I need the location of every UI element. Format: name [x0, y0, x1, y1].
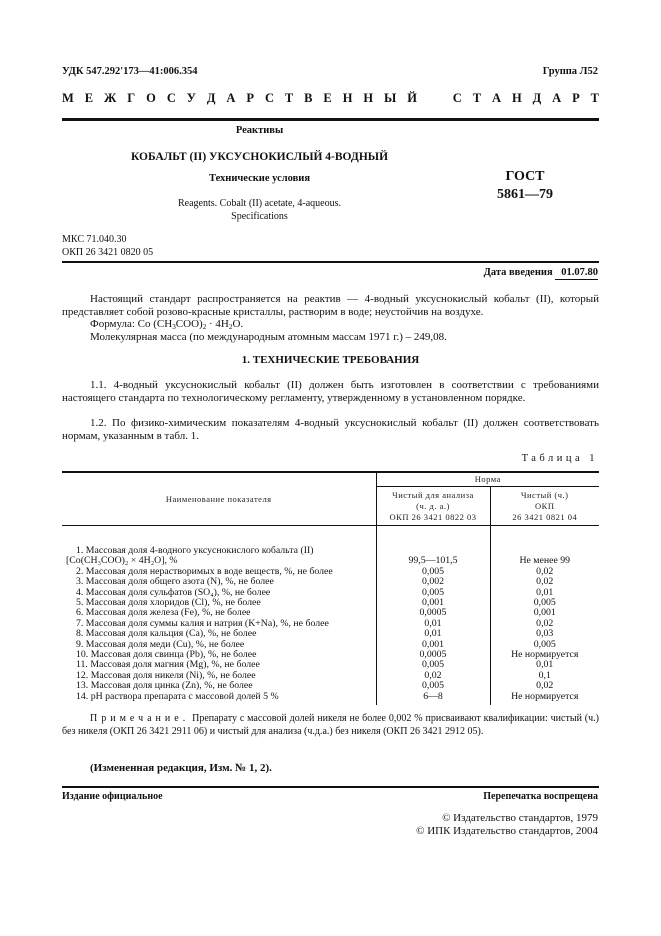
- copyright-2004: © ИПК Издательство стандартов, 2004: [416, 825, 598, 837]
- row-value-cda: 0,005: [376, 660, 490, 670]
- row-name: 13. Массовая доля цинка (Zn), %, не более: [76, 680, 253, 692]
- banner-letter: Е: [84, 91, 94, 105]
- formula-part: COO): [175, 318, 203, 330]
- banner-letter: Р: [572, 91, 580, 105]
- row-name-line: 1. Массовая доля 4-водного уксуснокислого кобальта (II): [76, 545, 314, 556]
- row-value-cda: 0,005: [376, 588, 490, 598]
- gost-designation: [470, 168, 580, 203]
- row-value-cda: 0,02: [376, 671, 490, 681]
- formula-part: Формула: Co (CH: [90, 318, 173, 330]
- amendment-note: (Измененная редакция, Изм. № 1, 2).: [90, 762, 272, 774]
- row-name: 12. Массовая доля никеля (Ni), %, не более: [76, 669, 256, 681]
- row-name: 11. Массовая доля магния (Mg), %, не более: [76, 659, 260, 671]
- banner-letter: А: [226, 91, 236, 105]
- banner-letter: А: [492, 91, 502, 105]
- row-value-ch: 0,01: [490, 588, 599, 598]
- banner-letter: С: [166, 91, 176, 105]
- table-row: [62, 692, 599, 705]
- row-name-line: [Co(CH₃COO)₂ × 4H₂O], %: [66, 555, 178, 567]
- row-value-cda: 0,001: [376, 640, 490, 650]
- formula-part: O.: [232, 318, 244, 330]
- specifications-table: [62, 471, 599, 705]
- section-heading: 1. ТЕХНИЧЕСКИЕ ТРЕБОВАНИЯ: [241, 354, 420, 366]
- header-line: ОКП 26 3421 0822 03: [389, 512, 477, 522]
- table-note: [62, 712, 599, 738]
- copyright-1979: © Издательство стандартов, 1979: [442, 812, 598, 824]
- english-title-line2: Specifications: [231, 210, 288, 222]
- banner-letter: С: [452, 91, 462, 105]
- header-line: (ч. д. а.): [416, 501, 450, 511]
- table-row: [62, 526, 599, 567]
- note-label: Примечание.: [90, 713, 190, 724]
- intro-date-label: Дата введения: [483, 267, 553, 278]
- row-name: 8. Массовая доля кальция (Ca), %, не более: [76, 628, 257, 640]
- row-value-ch: 0,005: [490, 598, 599, 608]
- row-value-cda: 0,0005: [376, 608, 490, 618]
- row-name: 4. Массовая доля сульфатов (SO₄), %, не более: [76, 586, 271, 598]
- group-code: Группа Л52: [542, 66, 598, 77]
- row-value-cda: 0,0005: [376, 650, 490, 660]
- formula-line: [90, 318, 599, 331]
- table-caption: Таблица 1: [521, 453, 598, 464]
- row-value-ch: Не менее 99: [490, 526, 599, 567]
- title-divider: [62, 261, 599, 263]
- row-value-ch: 0,03: [490, 629, 599, 639]
- banner-letter: Ы: [384, 91, 397, 105]
- header-line: 26 3421 0821 04: [512, 512, 578, 522]
- banner-letter: Н: [511, 91, 522, 105]
- banner-letter: Т: [590, 91, 599, 105]
- molar-mass-line: Молекулярная масса (по международным атомным массам 1971 г.) – 249,08.: [90, 331, 447, 343]
- formula-sub: 2: [228, 323, 233, 331]
- row-value-ch: 0,005: [490, 640, 599, 650]
- row-name: [62, 526, 376, 567]
- banner-letter: А: [552, 91, 562, 105]
- gost-number: 5861—79: [497, 186, 553, 202]
- banner-letter: Й: [407, 91, 417, 105]
- footer-divider: [62, 786, 599, 788]
- mks-code: МКС 71.040.30: [62, 234, 127, 245]
- header-line: Чистый для анализа: [392, 490, 474, 500]
- row-name: 3. Массовая доля общего азота (N), %, не более: [76, 576, 274, 588]
- row-name: 6. Массовая доля железа (Fe), %, не более: [76, 607, 251, 619]
- column-header-cda: [376, 487, 490, 526]
- row-value-ch: 0,1: [490, 671, 599, 681]
- banner-letter: Н: [363, 91, 374, 105]
- banner-letter: Д: [532, 91, 542, 105]
- document-title: КОБАЛЬТ (II) УКСУСНОКИСЛЫЙ 4-ВОДНЫЙ: [130, 151, 389, 163]
- banner-letter: У: [186, 91, 196, 105]
- banner-letter: Д: [206, 91, 216, 105]
- row-value-ch: Не нормируется: [490, 650, 599, 660]
- row-value-cda: 0,001: [376, 598, 490, 608]
- row-name: 9. Массовая доля меди (Cu), %, не более: [76, 638, 245, 650]
- english-title-line1: Reagents. Cobalt (II) acetate, 4-aqueous.: [178, 198, 341, 209]
- formula-part: · 4H: [206, 318, 229, 330]
- banner-letter: Р: [246, 91, 255, 105]
- note-text: Препарату с массовой долей никеля не более 0,002 % присваивают квалификации: чистый (ч.) без никеля (ОКП 26 3421 2911 06) и чистый для анализа (ч.д.а.) без никеля (ОКП 26 3421 2912 05).: [62, 713, 599, 737]
- row-value-ch: 0,01: [490, 660, 599, 670]
- banner-letter: В: [304, 91, 313, 105]
- clause-1-1: 1.1. 4-водный уксуснокислый кобальт (II) должен быть изготовлен в соответствии с требованиями настоящего стандарта по технологическому регламенту, утвержденному в установленном порядке.: [62, 379, 599, 404]
- intro-paragraph: Настоящий стандарт распространяется на реактив — 4-водный уксуснокислый кобальт (II), который представляет собой розово-красные кристаллы, растворим в воде; неустойчив на воздухе.: [62, 293, 599, 318]
- row-value-cda: 0,01: [376, 619, 490, 629]
- row-value-ch: 0,001: [490, 608, 599, 618]
- formula-sub: 3: [172, 323, 176, 331]
- banner-letter: Ж: [104, 91, 117, 105]
- row-name: 2. Массовая доля нерастворимых в воде веществ, %, не более: [76, 565, 333, 577]
- row-value-cda: 0,005: [376, 567, 490, 577]
- banner-letter: [428, 91, 442, 106]
- banner-letter: М: [62, 91, 74, 105]
- banner-letter: О: [146, 91, 156, 105]
- banner-letter: Н: [342, 91, 353, 105]
- row-value-ch: 0,02: [490, 577, 599, 587]
- row-name: 5. Массовая доля хлоридов (Cl), %, не более: [76, 597, 261, 609]
- intro-date: [484, 267, 598, 278]
- banner-letter: Т: [284, 91, 294, 105]
- okp-code: ОКП 26 3421 0820 05: [62, 246, 154, 258]
- reprint-prohibited: Перепечатка воспрещена: [483, 791, 598, 802]
- row-value-ch: 0,02: [490, 681, 599, 691]
- gost-label: ГОСТ: [505, 169, 545, 184]
- row-name: 7. Массовая доля суммы калия и натрия (K+Na), %, не более: [76, 617, 329, 629]
- column-header-norm: Норма: [376, 472, 599, 487]
- row-name: 10. Массовая доля свинца (Pb), %, не более: [76, 649, 257, 661]
- column-header-ch: [490, 487, 599, 526]
- interstate-standard-banner: [62, 91, 599, 106]
- copyright-block: [416, 812, 598, 838]
- document-subtitle: Технические условия: [208, 173, 311, 184]
- row-value-ch: Не нормируется: [490, 692, 599, 705]
- row-value-ch: 0,02: [490, 567, 599, 577]
- column-header-name: Наименование показателя: [62, 472, 376, 526]
- row-name: 14. pH раствора препарата с массовой долей 5 %: [76, 690, 279, 702]
- formula-sub: 2: [202, 323, 207, 331]
- row-value-cda: 6—8: [376, 692, 490, 705]
- banner-letter: С: [264, 91, 274, 105]
- row-value-cda: 99,5—101,5: [376, 526, 490, 567]
- header-line: Чистый (ч.): [520, 490, 569, 500]
- row-value-cda: 0,01: [376, 629, 490, 639]
- row-value-cda: 0,002: [376, 577, 490, 587]
- header-divider: [62, 118, 599, 121]
- banner-letter: Е: [323, 91, 332, 105]
- category-label: Реактивы: [235, 125, 284, 136]
- classification-codes: [62, 234, 153, 259]
- clause-1-2: 1.2. По физико-химическим показателям 4-водный уксуснокислый кобальт (II) должен соответствовать нормам, указанным в табл. 1.: [62, 417, 599, 442]
- official-edition: Издание официальное: [62, 791, 163, 802]
- banner-letter: Т: [472, 91, 482, 105]
- english-title: [62, 198, 457, 223]
- row-value-cda: 0,005: [376, 681, 490, 691]
- banner-letter: Г: [127, 91, 136, 105]
- header-line: ОКП: [535, 501, 555, 511]
- udk-code: УДК 547.292'173—41:006.354: [62, 66, 198, 77]
- row-value-ch: 0,02: [490, 619, 599, 629]
- intro-date-value: 01.07.80: [555, 267, 598, 280]
